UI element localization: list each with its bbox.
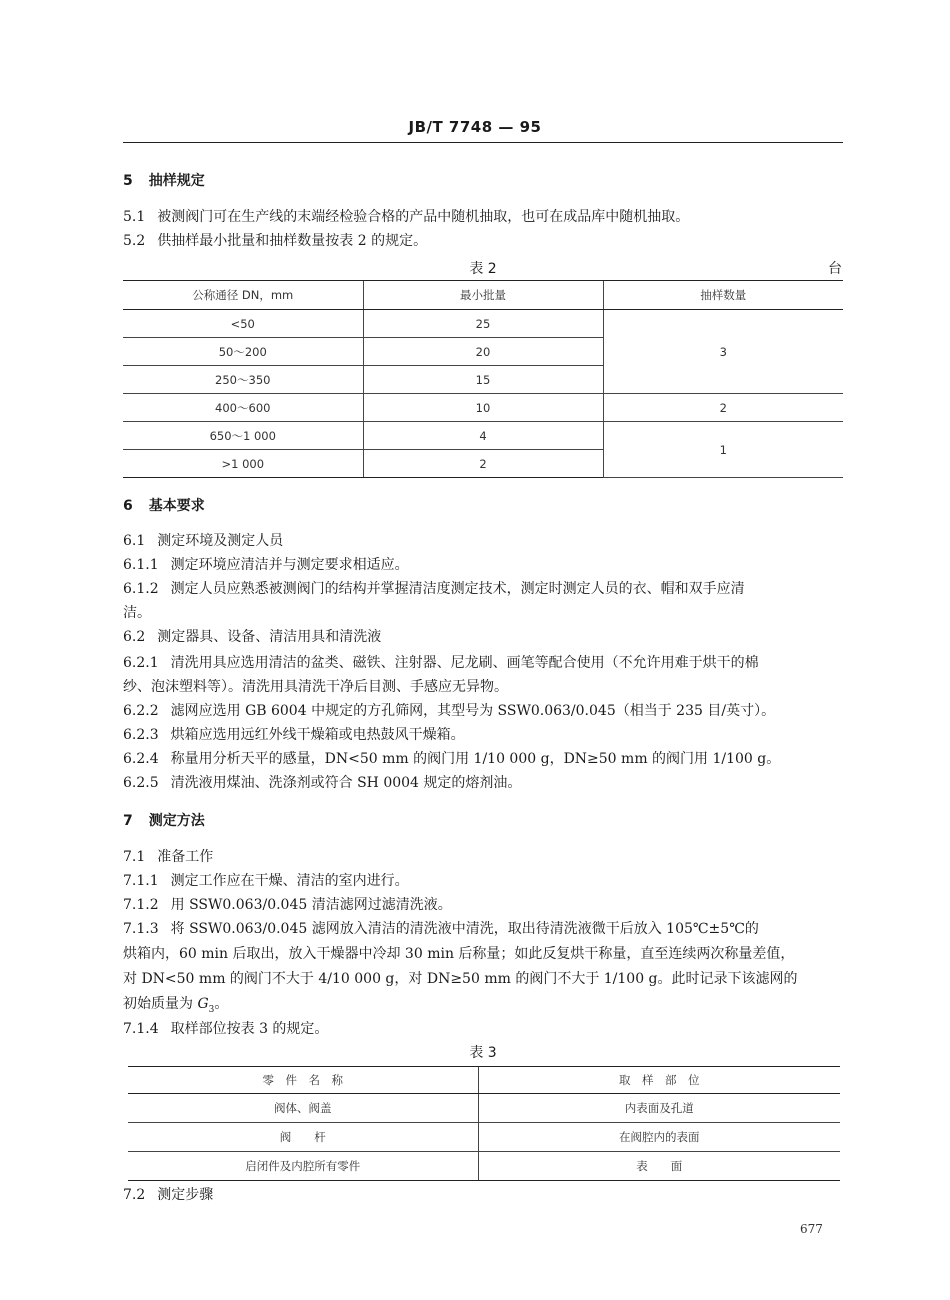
table-cell-dn: 400～600 [123,394,363,422]
clause-7-1: 7.1 准备工作 [123,849,214,865]
clause-7-1-1: 7.1.1 测定工作应在干燥、清洁的室内进行。 [123,873,409,889]
clause-7-1-2: 7.1.2 用 SSW0.063/0.045 清洁滤网过滤清洗液。 [123,897,452,913]
table-cell-dn: 650～1 000 [123,422,363,450]
table-2-header-batch: 最小批量 [363,281,603,310]
clause-6-1-2-cont: 洁。 [123,605,151,621]
table-2 [123,280,843,478]
table-row [123,422,843,450]
clause-7-1-3-line2: 烘箱内，60 min 后取出，放入干燥器中冷却 30 min 后称量；如此反复烘干称量，直至连续两次称量差值， [123,946,795,962]
table-cell-location: 在阀腔内的表面 [478,1123,840,1152]
table-cell-batch: 2 [363,450,603,478]
clause-6-2: 6.2 测定器具、设备、清洁用具和清洗液 [123,629,382,645]
table-3-header-location: 取 样 部 位 [478,1067,840,1094]
header-rule [123,142,843,143]
table-2-header-row [123,281,843,310]
table-cell-samples: 1 [603,422,843,478]
table-2-caption: 表 2 [469,261,497,277]
standard-header: JB/T 7748 — 95 [408,118,542,136]
table-row [123,310,843,338]
table-cell-location: 内表面及孔道 [478,1094,840,1123]
table-2-unit: 台 [828,261,842,277]
clause-7-2: 7.2 测定步骤 [123,1187,214,1203]
table-row [128,1152,840,1181]
clause-6-2-5: 6.2.5 清洗液用煤油、洗涤剂或符合 SH 0004 规定的熔剂油。 [123,775,522,791]
table-row [123,394,843,422]
clause-6-2-2: 6.2.2 滤网应选用 GB 6004 中规定的方孔筛网，其型号为 SSW0.063/0.045（相当于 235 目/英寸）。 [123,703,776,719]
section-7-heading: 7 测定方法 [123,813,205,829]
section-6-heading: 6 基本要求 [123,498,205,514]
clause-7-1-3-line3: 对 DN<50 mm 的阀门不大于 4/10 000 g，对 DN≥50 mm 的阀门不大于 1/100 g。此时记录下该滤网的 [123,971,798,987]
table-cell-dn: >1 000 [123,450,363,478]
clause-7-1-3-line4: 初始质量为 $G_3$。 [123,996,229,1015]
table-cell-batch: 4 [363,422,603,450]
clause-7-1-3: 7.1.3 将 SSW0.063/0.045 滤网放入清洁的清洗液中清洗，取出待清洗液微干后放入 105℃±5℃的 [123,921,759,937]
table-cell-samples: 3 [603,310,843,394]
table-3 [128,1066,840,1181]
table-cell-part: 阀体、阀盖 [128,1094,478,1123]
clause-6-2-1: 6.2.1 清洗用具应选用清洁的盆类、磁铁、注射器、尼龙刷、画笔等配合使用（不允许用难于烘干的棉 [123,655,759,671]
mass-symbol: G [197,996,209,1012]
table-cell-batch: 20 [363,338,603,366]
table-3-header-part: 零 件 名 称 [128,1067,478,1094]
clause-7-1-4: 7.1.4 取样部位按表 3 的规定。 [123,1021,329,1037]
table-cell-batch: 15 [363,366,603,394]
clause-6-1: 6.1 测定环境及测定人员 [123,533,284,549]
mass-subscript: 3 [208,1004,215,1015]
section-5-heading: 5 抽样规定 [123,173,205,189]
table-cell-part: 阀 杆 [128,1123,478,1152]
table-row [128,1094,840,1123]
table-3-caption: 表 3 [469,1045,497,1061]
table-cell-batch: 10 [363,394,603,422]
table-cell-dn: 250～350 [123,366,363,394]
table-3-header-row [128,1067,840,1094]
table-cell-dn: 50～200 [123,338,363,366]
clause-6-2-4: 6.2.4 称量用分析天平的感量，DN<50 mm 的阀门用 1/10 000 g，DN≥50 mm 的阀门用 1/100 g。 [123,751,781,767]
page-number: 677 [800,1222,823,1236]
table-cell-part: 启闭件及内腔所有零件 [128,1152,478,1181]
table-2-header-samples: 抽样数量 [603,281,843,310]
table-cell-dn: <50 [123,310,363,338]
table-cell-location: 表 面 [478,1152,840,1181]
table-2-header-dn: 公称通径 DN，mm [123,281,363,310]
clause-6-1-2: 6.1.2 测定人员应熟悉被测阀门的结构并掌握清洁度测定技术，测定时测定人员的衣、帽和双手应清 [123,581,745,597]
table-cell-samples: 2 [603,394,843,422]
clause-6-1-1: 6.1.1 测定环境应清洁并与测定要求相适应。 [123,557,409,573]
table-row [128,1123,840,1152]
table-cell-batch: 25 [363,310,603,338]
clause-5-2: 5.2 供抽样最小批量和抽样数量按表 2 的规定。 [123,233,428,249]
clause-5-1: 5.1 被测阀门可在生产线的末端经检验合格的产品中随机抽取，也可在成品库中随机抽取。 [123,209,690,225]
clause-6-2-1-cont: 纱、泡沫塑料等）。清洗用具清洗干净后目测、手感应无异物。 [123,679,508,695]
clause-6-2-3: 6.2.3 烘箱应选用远红外线干燥箱或电热鼓风干燥箱。 [123,727,465,743]
